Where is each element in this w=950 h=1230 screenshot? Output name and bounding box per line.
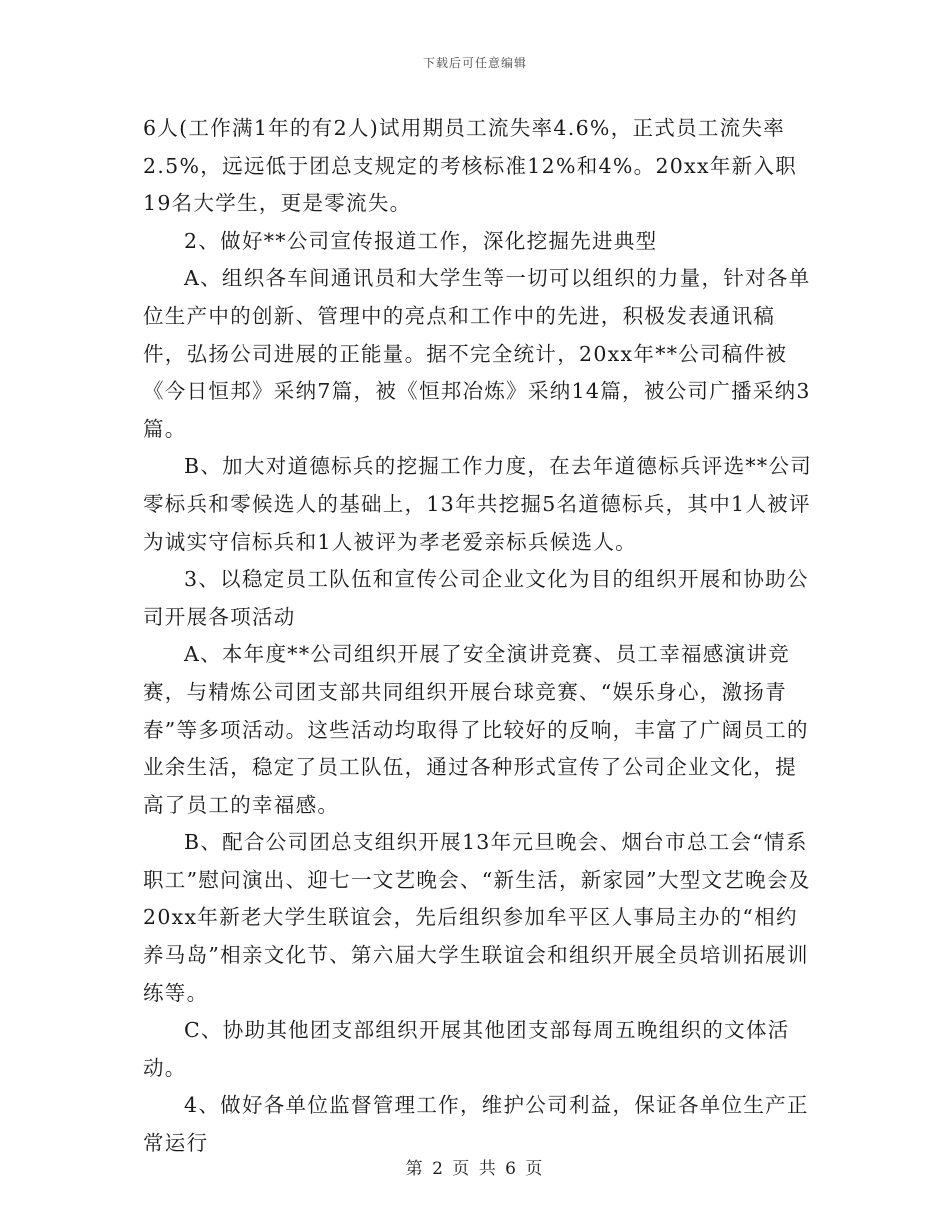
paragraph-turnover-stats: 6人(工作满1年的有2人)试用期员工流失率4.6%，正式员工流失率2.5%，远远低于团总支规定的考核标准12%和4%。20xx年新入职19名大学生，更是零流失。 bbox=[143, 116, 798, 216]
page-number: 第 2 页 共 6 页 bbox=[405, 1159, 545, 1179]
paragraph-correspondents: A、组织各车间通讯员和大学生等一切可以组织的力量，针对各单位生产中的创新、管理中的亮点和工作中的先进，积极发表通讯稿件，弘扬公司进展的正能量。据不完全统计，20xx年**公司稿件被《今日恒邦》采纳7篇，被《恒邦冶炼》采纳14篇，被公司广播采纳3篇。 bbox=[143, 266, 811, 441]
page-header: 下载后可任意编辑 bbox=[422, 56, 527, 70]
paragraph-gala-events: B、配合公司团总支组织开展13年元旦晚会、烟台市总工会“情系职工”慰问演出、迎七一文艺晚会、“新生活，新家园”大型文艺晚会及20xx年新老大学生联谊会，先后组织参加牟平区人事局主办的“相约养马岛”相亲文化节、第六届大学生联谊会和组织开展全员培训拓展训练等。 bbox=[143, 830, 811, 1005]
paragraph-competitions: A、本年度**公司组织开展了安全演讲竞赛、员工幸福感演讲竞赛，与精炼公司团支部共同组织开展台球竞赛、“娱乐身心，激扬青春”等多项活动。这些活动均取得了比较好的反响，丰富了广阔员工的业余生活，稳定了员工队伍，通过各种形式宣传了公司企业文化，提高了员工的幸福感。 bbox=[143, 642, 809, 817]
paragraph-moral-models: B、加大对道德标兵的挖掘工作力度，在去年道德标兵评选**公司零标兵和零候选人的基础上，13年共挖掘5名道德标兵，其中1人被评为诚实守信标兵和1人被评为孝老爱亲标兵候选人。 bbox=[143, 454, 813, 554]
paragraph-assist-branches: C、协助其他团支部组织开展其他团支部每周五晚组织的文体活动。 bbox=[143, 1018, 790, 1080]
heading-activities: 3、以稳定员工队伍和宣传公司企业文化为目的组织开展和协助公司开展各项活动 bbox=[143, 567, 809, 629]
document-body bbox=[143, 110, 813, 1163]
heading-supervision: 4、做好各单位监督管理工作，维护公司利益，保证各单位生产正常运行 bbox=[143, 1093, 809, 1156]
heading-publicity-work: 2、做好**公司宣传报道工作，深化挖掘先进典型 bbox=[184, 228, 658, 253]
